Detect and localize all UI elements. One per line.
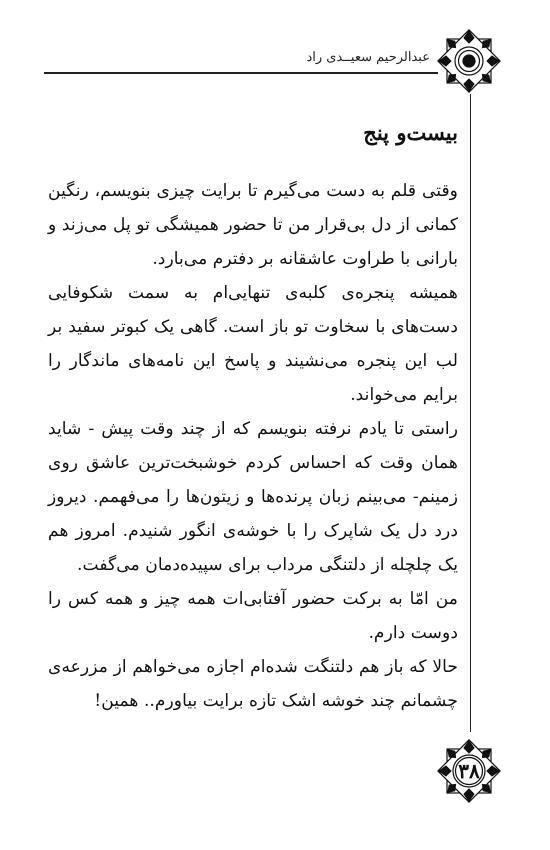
chapter-title: بیست‌و پنج	[363, 120, 458, 145]
star-rosette-ornament-icon	[436, 28, 502, 94]
running-header	[44, 44, 438, 74]
margin-rule	[470, 94, 471, 732]
paragraph: حالا که باز هم دلتنگت شده‌ام اجازه می‌خواهم از مزرعه‌ی چشمانم چند خوشه اشک تازه برایت بیاورم.. همین!	[48, 657, 458, 711]
paragraph: راستی تا یادم نرفته بنویسم که از چند وقت پیش - شاید همان وقت که احساس کردم خوشبخت‌ترین عاشق روی زمینم- می‌بینم زبان پرنده‌ها و زیتون‌ها را می‌فهمم. دیروز درد دل یک شاپرک را با خوشه‌ی انگور شنیدم. امروز هم یک چلچله از دلتنگی مرداب برای سپیده‌دمان می‌گفت.	[48, 419, 458, 575]
page-number: ۳۸	[458, 759, 480, 783]
body-text	[48, 174, 458, 718]
header-author: عبدالرحیم سعیــدی راد	[306, 50, 430, 65]
paragraph: وقتی قلم به دست می‌گیرم تا برایت چیزی بنویسم، رنگین کمانی از دل بی‌قرار من تا حضور همیشگی تو پل می‌زند و بارانی با طراوت عاشقانه بر دفترم می‌بارد.	[48, 181, 458, 269]
paragraph: همیشه پنجره‌ی کلبه‌ی تنهایی‌ام به سمت شکوفایی دست‌های با سخاوت تو باز است. گاهی یک کبوتر سفید بر لب این پنجره می‌نشیند و پاسخ این نامه‌های ماندگار را برایم می‌خواند.	[48, 283, 458, 405]
paragraph: من امّا به برکت حضور آفتابی‌ات همه چیز و همه کس را دوست دارم.	[48, 589, 458, 643]
